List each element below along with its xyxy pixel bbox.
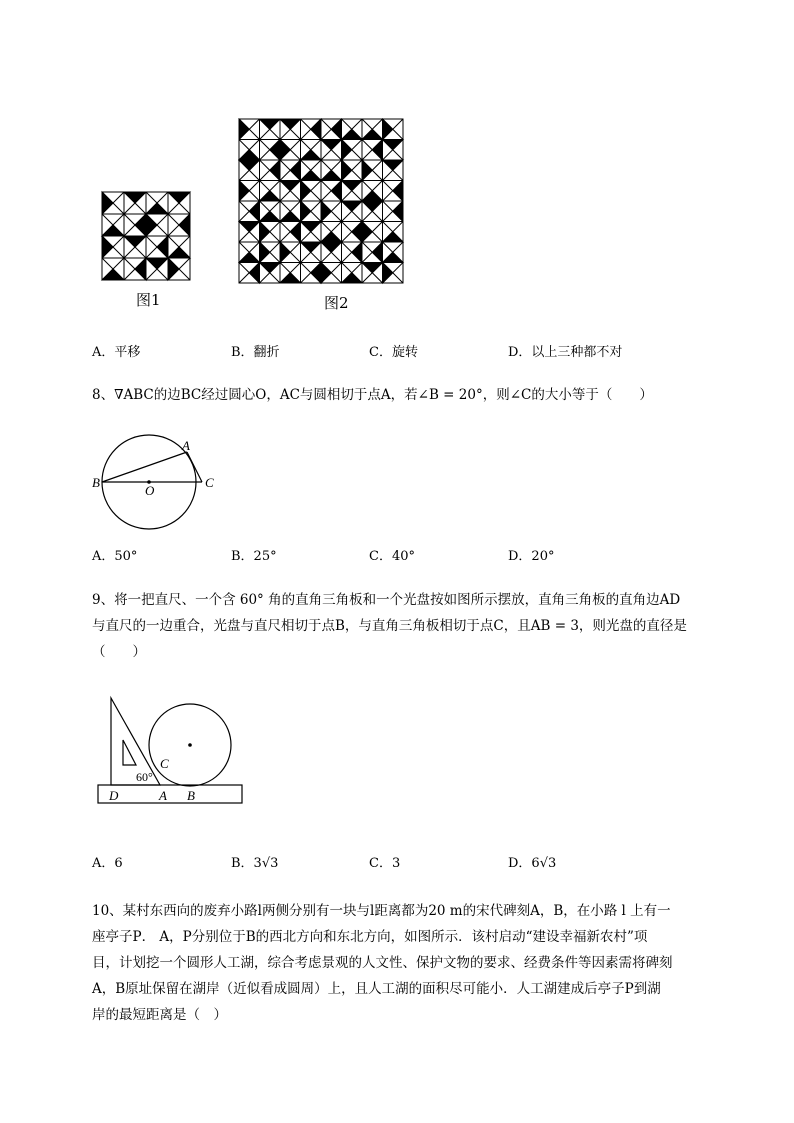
q7-option-d[interactable]: D．以上三种都不对 [508, 345, 623, 360]
q9-label-c: C [160, 756, 169, 771]
q8-stem: 8、∇ABC的边BC经过圆心O，AC与圆相切于点A，若∠B = 20°，则∠C的大小等于（ ） [92, 387, 653, 403]
figure-2-caption: 图2 [324, 294, 349, 312]
q9-stem-line1: 9、将一把直尺、一个含 60° 角的直角三角板和一个光盘按如图所示摆放，直角三角板的直角边AD [92, 592, 681, 608]
q10-line5: 岸的最短距离是（ ） [92, 1007, 227, 1023]
q9-label-d: D [109, 788, 119, 803]
q10-line2: 座亭子P． A，P分别位于B的西北方向和东北方向，如图所示．该村启动“建设幸福新农村”项 [92, 929, 648, 945]
figure-2 [238, 118, 406, 286]
q9-label-b: B [187, 788, 195, 803]
q9-option-a[interactable]: A．6 [92, 856, 123, 871]
q7-option-a[interactable]: A．平移 [92, 345, 141, 360]
q8-option-c[interactable]: C．40° [369, 549, 415, 564]
q7-option-b[interactable]: B．翻折 [231, 345, 280, 360]
q9-stem-line2: 与直尺的一边重合，光盘与直尺相切于点B，与直角三角板相切于点C，且AB = 3，则光盘的直径是 [92, 618, 687, 634]
q8-label-b: B [92, 475, 100, 490]
q9-option-c[interactable]: C．3 [369, 856, 401, 871]
q8-circle-figure [92, 430, 222, 530]
q8-label-a: A [182, 438, 190, 453]
q9-ruler-figure [95, 690, 247, 810]
q8-option-a[interactable]: A．50° [92, 549, 138, 564]
q8-label-o: O [145, 483, 155, 498]
q10-line4: A，B原址保留在湖岸（近似看成圆周）上，且人工湖的面积尽可能小．人工湖建成后亭子P到湖 [92, 981, 661, 997]
figure-1-caption: 图1 [136, 291, 161, 309]
q9-stem-line3: （ ） [92, 644, 146, 660]
figure-1 [100, 190, 192, 282]
q9-label-angle: 60° [136, 770, 153, 784]
q9-label-a: A [159, 788, 167, 803]
q8-option-d[interactable]: D．20° [508, 549, 555, 564]
q7-option-c[interactable]: C．旋转 [369, 345, 418, 360]
q10-line1: 10、某村东西向的废弃小路l两侧分别有一块与l距离都为20 m的宋代碑刻A，B，在小路 l 上有一 [92, 903, 671, 919]
q8-option-b[interactable]: B．25° [231, 549, 277, 564]
q9-option-d[interactable]: D．6√3 [508, 856, 557, 871]
q10-line3: 目，计划挖一个圆形人工湖，综合考虑景观的人文性、保护文物的要求、经费条件等因素需将碑刻 [92, 955, 673, 971]
q9-option-b[interactable]: B．3√3 [231, 856, 279, 871]
q8-label-c: C [205, 475, 214, 490]
